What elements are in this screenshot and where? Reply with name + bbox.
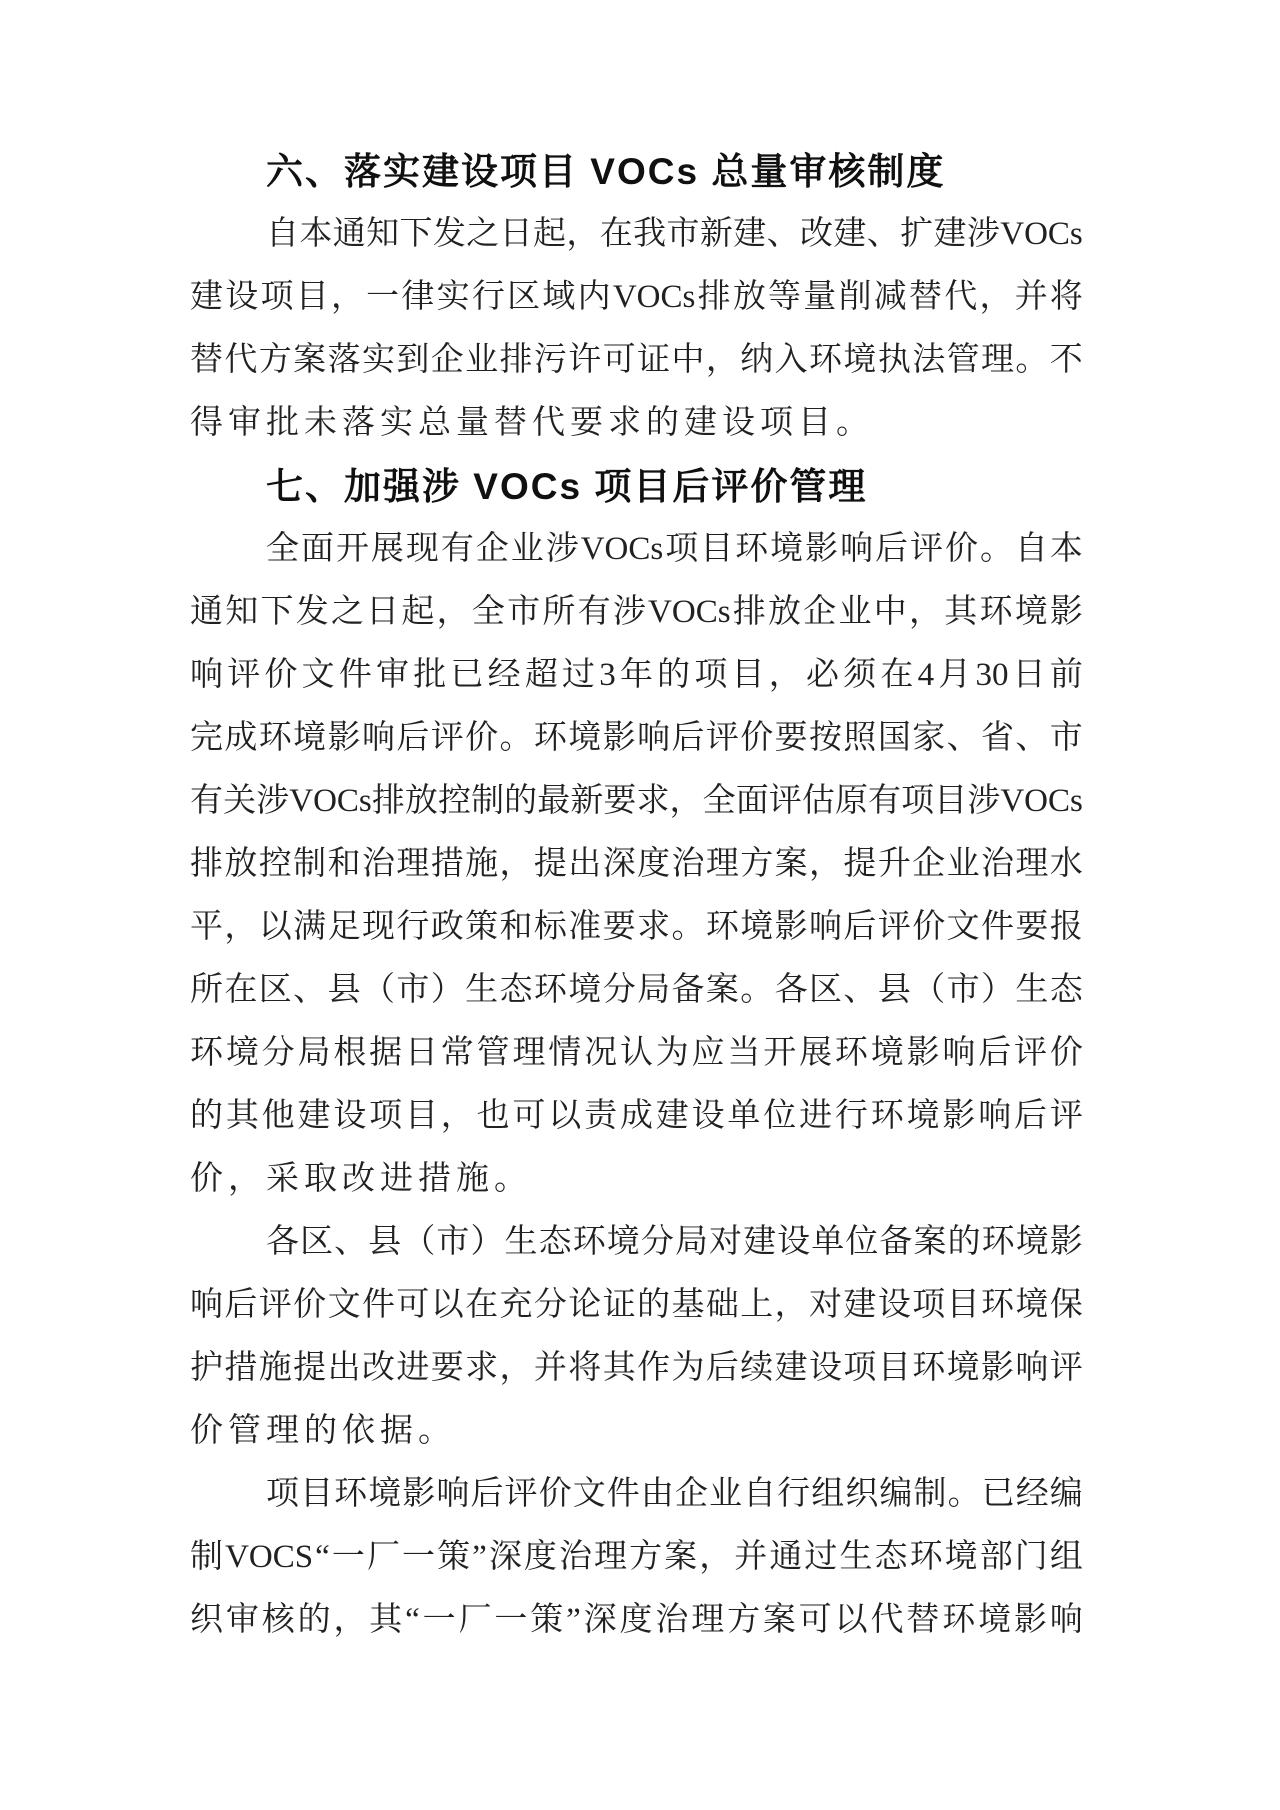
paragraph-line: 全 面 开 展 现 有 企 业 涉 VOCs 项 目 环 境 影 响 后 评 价 。 自 本: [266, 531, 1083, 567]
paragraph-line: 建 设 项 目 ， 一 律 实 行 区 域 内 VOCs 排 放 等 量 削 减 替 代 ， 并 将: [190, 279, 1083, 315]
document-body: [190, 140, 1083, 1652]
paragraph-line: 的 其 他 建 设 项 目 ， 也 可 以 责 成 建 设 单 位 进 行 环 境 影 响 后 评: [190, 1098, 1083, 1134]
paragraph-line: 排 放 控 制 和 治 理 措 施 ， 提 出 深 度 治 理 方 案 ， 提 升 企 业 治 理 水: [190, 846, 1083, 882]
paragraph-line: 价管理的依据。: [190, 1413, 456, 1449]
paragraph-line: 价，采取改进措施。: [190, 1161, 532, 1197]
paragraph-line: 环 境 分 局 根 据 日 常 管 理 情 况 认 为 应 当 开 展 环 境 影 响 后 评 价: [190, 1035, 1083, 1071]
paragraph-line: 响 后 评 价 文 件 可 以 在 充 分 论 证 的 基 础 上 ， 对 建 设 项 目 环 境 保: [190, 1287, 1083, 1323]
paragraph-line: 平 ， 以 满 足 现 行 政 策 和 标 准 要 求 。 环 境 影 响 后 评 价 文 件 要 报: [190, 909, 1083, 945]
paragraph-line: 织 审 核 的 ， 其 “ 一 厂 一 策 ” 深 度 治 理 方 案 可 以 代 替 环 境 影 响: [190, 1602, 1083, 1638]
section-heading: 六、落实建设项目 VOCs 总量审核制度: [266, 151, 946, 192]
paragraph-line: 自 本 通 知 下 发 之 日 起 ， 在 我 市 新 建 、 改 建 、 扩 建 涉 VOCs: [266, 216, 1083, 252]
paragraph-line: 得审批未落实总量替代要求的建设项目。: [190, 405, 874, 441]
paragraph-line: 完 成 环 境 影 响 后 评 价 。 环 境 影 响 后 评 价 要 按 照 国 家 、 省 、 市: [190, 720, 1083, 756]
paragraph-line: 通 知 下 发 之 日 起 ， 全 市 所 有 涉 VOCs 排 放 企 业 中 ， 其 环 境 影: [190, 594, 1083, 630]
paragraph-line: 替 代 方 案 落 实 到 企 业 排 污 许 可 证 中 ， 纳 入 环 境 执 法 管 理 。 不: [190, 342, 1083, 378]
paragraph-line: 所 在 区 、 县 （ 市 ） 生 态 环 境 分 局 备 案 。 各 区 、 县 （ 市 ） 生 态: [190, 972, 1083, 1008]
paragraph-line: 项 目 环 境 影 响 后 评 价 文 件 由 企 业 自 行 组 织 编 制 。 已 经 编: [266, 1476, 1083, 1512]
paragraph-line: 护 措 施 提 出 改 进 要 求 ， 并 将 其 作 为 后 续 建 设 项 目 环 境 影 响 评: [190, 1350, 1083, 1386]
paragraph-line: 制 VOCS “ 一 厂 一 策 ” 深 度 治 理 方 案 ， 并 通 过 生 态 环 境 部 门 组: [190, 1539, 1083, 1575]
paragraph-line: 各 区 、 县 （ 市 ） 生 态 环 境 分 局 对 建 设 单 位 备 案 的 环 境 影: [266, 1224, 1083, 1260]
paragraph-line: 响 评 价 文 件 审 批 已 经 超 过 3 年 的 项 目 ， 必 须 在 4 月 30 日 前: [190, 657, 1083, 693]
section-heading: 七、加强涉 VOCs 项目后评价管理: [266, 466, 868, 507]
paragraph-line: 有 关 涉 VOCs 排 放 控 制 的 最 新 要 求 ， 全 面 评 估 原 有 项 目 涉 VOCs: [190, 783, 1083, 819]
